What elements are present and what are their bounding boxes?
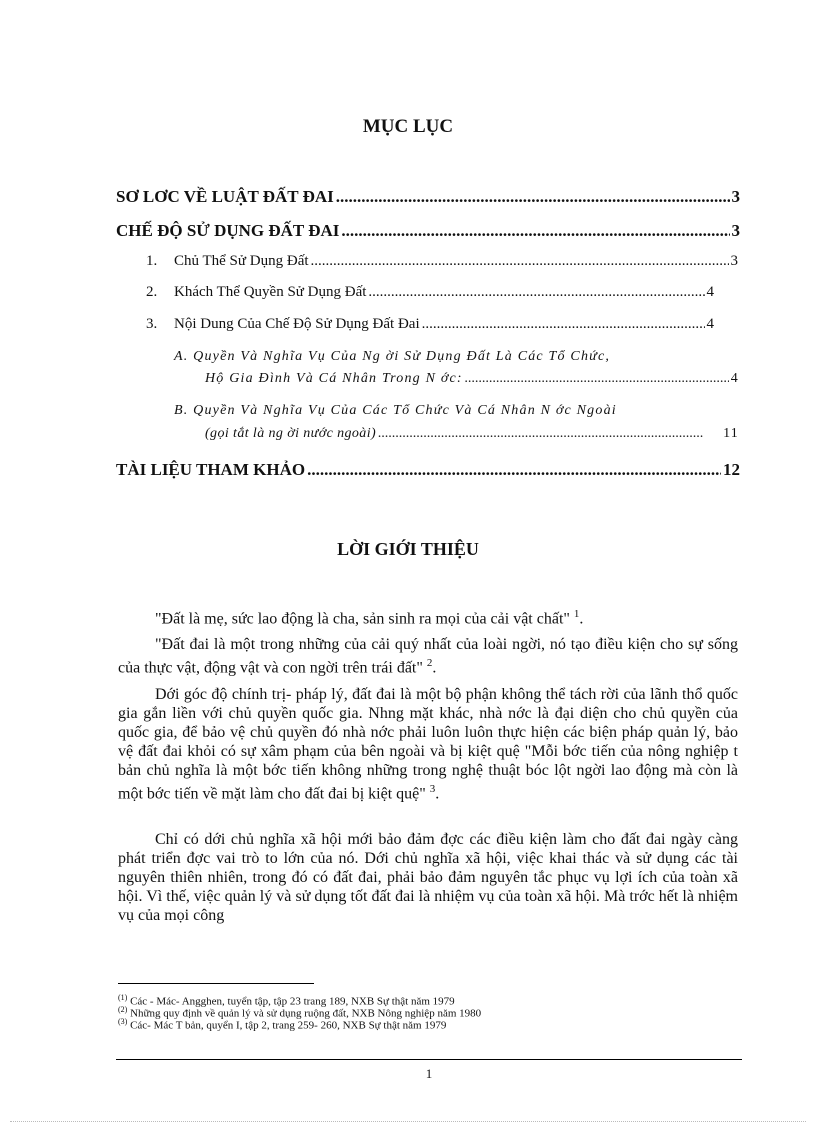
toc-entry[interactable] [116, 221, 740, 241]
toc-entry[interactable] [116, 460, 740, 480]
intro-paragraph: "Đất đai là một trong những của cải quý nhất của loài ngời, nó tạo điều kiện cho sự sống của thực vật, động vật và con ngời trên trái đất" $^2$. [118, 636, 738, 677]
intro-title: LỜI GIỚI THIỆU [337, 539, 479, 559]
toc-sub-entry-page: 4 [706, 284, 714, 300]
toc-subsub-entry-line2: (gọi tắt là ng ời nước ngoài) [205, 426, 377, 441]
toc-entry-label: CHẾ ĐỘ SỬ DỤNG ĐẤT ĐAI [116, 221, 340, 240]
toc-sub-entry-number: 2. [146, 284, 158, 300]
intro-paragraph: Dới góc độ chính trị- pháp lý, đất đai là một bộ phận không thể tách rời của lãnh thổ quốc gia gắn liền với chủ quyền quốc gia. Nhng mặt khác, nhà nớc là đại diện cho chủ quyền của quốc gia, để bảo vệ chủ quyền đó nhà nớc phải luôn luôn thực hiện các biện pháp quản lý, bảo vệ đất đai khỏi có sự xâm phạm của bên ngoài và bị kiệt quệ "Mỗi bớc tiến của nông nghiệp t bản chủ nghĩa là một bớc tiến không những trong nghệ thuật bóc lột ngời lao động mà còn là một bớc tiến về mặt làm cho đất đai bị kiệt quệ" $^3$. [118, 686, 738, 803]
toc-subsub-entry-page: 11 [723, 426, 739, 441]
toc-sub-entry-number: 3. [146, 316, 158, 332]
page-number: 1 [425, 1066, 433, 1081]
toc-sub-entry[interactable] [146, 253, 738, 270]
toc-entry-page: 3 [731, 221, 740, 240]
footer-rule [116, 1059, 742, 1060]
toc-leader-dots [465, 371, 729, 387]
toc-subsub-entry-line2: Hộ Gia Đình Và Cá Nhân Trong N ớc: [205, 371, 463, 386]
footnote: $^{(3)}$ Các- Mác T bản, quyển I, tập 2, trang 259- 260, NXB Sự thật năm 1979 [118, 1017, 447, 1032]
toc-entry-page: 12 [723, 460, 740, 479]
page-bottom-border [10, 1121, 806, 1122]
intro-paragraph: Chỉ có dới chủ nghĩa xã hội mới bảo đảm đợc các điều kiện làm cho đất đai ngày càng phát triển đợc vai trò to lớn của nó. Dới chủ nghĩa xã hội, việc khai thác và sử dụng các tài nguyên thiên nhiên, trong đó có đất đai, phải bảo đảm nguyên tắc phục vụ lợi ích của toàn xã hội. Vì thế, việc quản lý và sử dụng tốt đất đai là nhiệm vụ của toàn xã hội. Mà trớc hết là nhiệm vụ của mọi công [118, 831, 738, 924]
toc-entry[interactable] [116, 187, 740, 207]
footnote-separator [118, 983, 314, 984]
toc-sub-entry-number: 1. [146, 253, 158, 269]
toc-leader-dots [378, 426, 703, 442]
toc-sub-entry-page: 4 [706, 316, 714, 332]
footnote: $^{(1)}$ Các - Mác- Angghen, tuyển tập, tập 23 trang 189, NXB Sự thật năm 1979 [118, 993, 455, 1008]
toc-sub-entry-label: Khách Thể Quyền Sử Dụng Đất [174, 284, 367, 300]
toc-entry-page: 3 [731, 187, 740, 206]
toc-subsub-entry-line1[interactable]: B. Quyền Và Nghĩa Vụ Của Các Tổ Chức Và Cá Nhân N ớc Ngoài [174, 403, 617, 418]
toc-leader-dots [341, 221, 729, 241]
toc-leader-dots [336, 187, 730, 207]
toc-entry-label: SƠ LƠC VỀ LUẬT ĐẤT ĐAI [116, 187, 334, 206]
toc-sub-entry[interactable] [146, 316, 714, 333]
toc-sub-entry-label: Nội Dung Của Chế Độ Sử Dụng Đất Đai [174, 316, 420, 332]
toc-leader-dots [307, 460, 721, 480]
toc-subsub-entry-page: 4 [730, 371, 739, 386]
toc-leader-dots [311, 253, 729, 270]
toc-sub-entry[interactable] [146, 284, 714, 301]
toc-leader-dots [422, 316, 705, 333]
intro-paragraph: "Đất là mẹ, sức lao động là cha, sản sinh ra mọi của cải vật chất" $^1$. [155, 608, 584, 628]
toc-sub-entry-label: Chủ Thể Sử Dụng Đất [174, 253, 309, 269]
toc-subsub-entry[interactable] [205, 426, 739, 442]
toc-entry-label: TÀI LIỆU THAM KHẢO [116, 460, 306, 479]
footnote: $^{(2)}$ Những quy định về quản lý và sử dụng ruộng đất, NXB Nông nghiệp năm 1980 [118, 1005, 482, 1020]
toc-subsub-entry[interactable] [205, 371, 739, 387]
toc-title: MỤC LỤC [362, 116, 454, 137]
toc-subsub-entry-line1[interactable]: A. Quyền Và Nghĩa Vụ Của Ng ời Sử Dụng Đất Là Các Tổ Chức, [174, 349, 611, 364]
toc-sub-entry-page: 3 [730, 253, 738, 269]
toc-leader-dots [368, 284, 704, 301]
